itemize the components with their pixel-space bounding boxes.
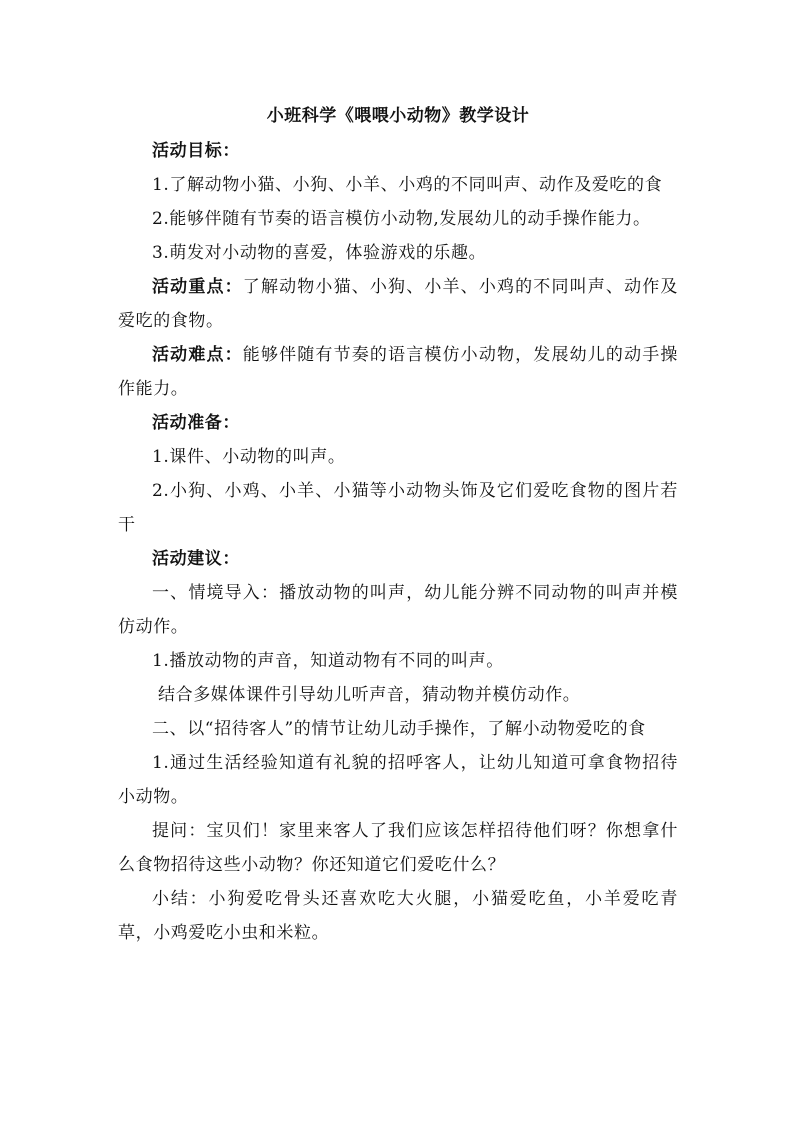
goal-item-3: 3.萌发对小动物的喜爱，体验游戏的乐趣。	[152, 243, 487, 263]
difficulty-heading: 活动难点：	[152, 345, 243, 365]
suggestion-heading: 活动建议：	[152, 549, 240, 569]
document-body	[118, 100, 678, 950]
step-2-paragraph: 二、以“招待客人”的情节让幼儿动手操作，了解小动物爱吃的食	[152, 719, 646, 739]
goals-heading: 活动目标：	[152, 141, 240, 161]
key-point-heading: 活动重点：	[152, 277, 243, 297]
preparation-item-2: 2.小狗、小鸡、小羊、小猫等小动物头饰及它们爱吃食物的图片若干	[118, 481, 678, 535]
preparation-heading: 活动准备：	[152, 413, 240, 433]
key-point-text: 了解动物小猫、小狗、小羊、小鸡的不同叫声、动作及爱吃的食物。	[118, 277, 679, 331]
step-1-item-1: 1.播放动物的声音，知道动物有不同的叫声。	[152, 651, 504, 671]
step-2-item-1: 1.通过生活经验知道有礼貌的招呼客人，让幼儿知道可拿食物招待小动物。	[118, 753, 678, 807]
step-1-paragraph: 一、情境导入：播放动物的叫声，幼儿能分辨不同动物的叫声并模仿动作。	[118, 583, 678, 637]
goal-item-1: 1.了解动物小猫、小狗、小羊、小鸡的不同叫声、动作及爱吃的食	[152, 175, 663, 195]
step-1-note: 结合多媒体课件引导幼儿听声音，猜动物并模仿动作。	[158, 685, 581, 705]
preparation-item-1: 1.课件、小动物的叫声。	[152, 447, 346, 467]
difficulty-text: 能够伴随有节奏的语言模仿小动物，发展幼儿的动手操作能力。	[118, 345, 679, 399]
question-paragraph: 提问：宝贝们！家里来客人了我们应该怎样招待他们呀？你想拿什么食物招待这些小动物？你还知道它们爱吃什么？	[118, 821, 678, 875]
document-title: 小班科学《喂喂小动物》教学设计	[266, 106, 530, 126]
goal-item-2: 2.能够伴随有节奏的语言模仿小动物,发展幼儿的动手操作能力。	[152, 209, 651, 229]
difficulty-paragraph	[118, 338, 678, 406]
key-point-paragraph	[118, 270, 678, 338]
summary-paragraph: 小结：小狗爱吃骨头还喜欢吃大火腿，小猫爱吃鱼，小羊爱吃青草，小鸡爱吃小虫和米粒。	[118, 889, 678, 943]
